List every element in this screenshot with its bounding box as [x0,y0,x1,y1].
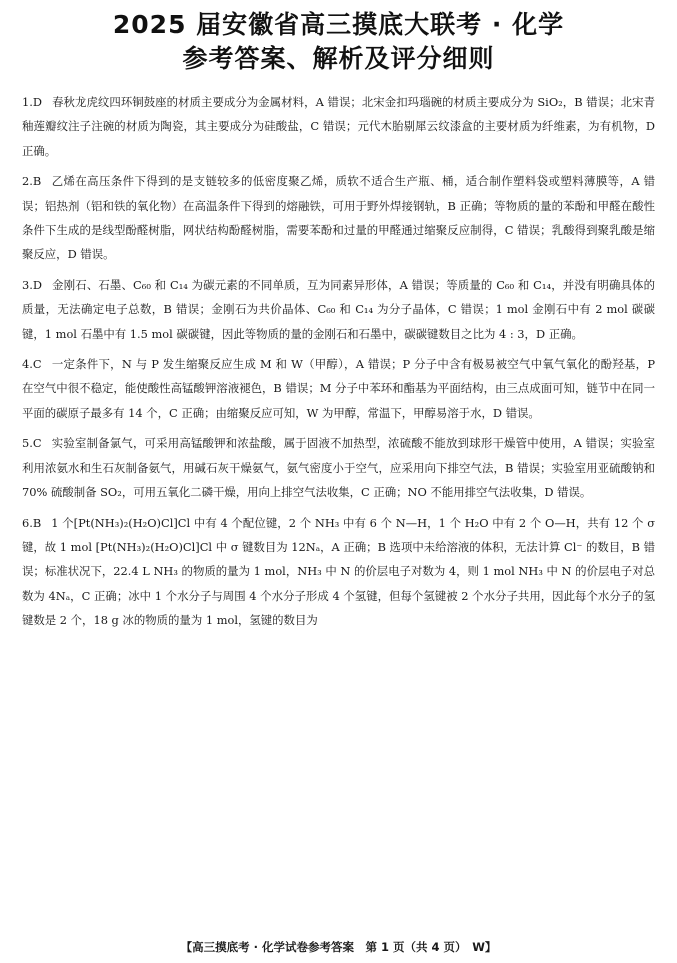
answer-list [22,90,655,633]
answer-text: 春秋龙虎纹四环铜鼓座的材质主要成分为金属材料，A 错误；北宋金扣玛瑙碗的材质主要成分为 SiO₂，B 错误；北宋青釉莲瓣纹注子注碗的材质为陶瓷，其主要成分为硅酸盐，C 错误；元代木胎剔犀云纹漆盒的主要材质为纤维素，为有机物，D 正确。 [22,95,655,158]
answer-text: 1 个[Pt(NH₃)₂(H₂O)Cl]Cl 中有 4 个配位键，2 个 NH₃ 中有 6 个 N—H，1 个 H₂O 中有 2 个 O—H，共有 12 个 σ 键，故 1 mol [Pt(NH₃)₂(H₂O)Cl]Cl 中 σ 键数目为 12Nₐ，A 正确；B 选项中未给溶液的体积，无法计算 Cl⁻ 的数目，B 错误；标准状况下，22.4 L NH₃ 的物质的量为 1 mol，NH₃ 中 N 的价层电子对数为 4，则 1 mol NH₃ 中 N 的价层电子对总数为 4Nₐ，C 正确；冰中 1 个水分子与周围 4 个水分子形成 4 个氢键，但每个氢键被 2 个水分子共用，因此每个水分子的氢键数是 2 个，18 g 冰的物质的量为 1 mol，氢键的数目为 [22,515,655,628]
page-footer: 【高三摸底考 · 化学试卷参考答案 第 1 页（共 4 页） W】 [180,940,497,954]
answer-text: 金刚石、石墨、C₆₀ 和 C₁₄ 为碳元素的不同单质，互为同素异形体，A 错误；等质量的 C₆₀ 和 C₁₄，并没有明确具体的质量，无法确定电子总数，B 错误；金刚石为共价晶体、C₆₀ 和 C₁₄ 为分子晶体，C 错误；1 mol 金刚石中有 2 mol 碳碳键，1 mol 石墨中有 1.5 mol 碳碳键，因此等物质的量的金刚石和石墨中，碳碳键数目之比为 4 : 3，D 正确。 [22,277,655,341]
answer-item-4 [22,352,655,425]
answer-number: 6.B [22,515,42,530]
answer-item-3 [22,273,655,346]
answer-text: 一定条件下，N 与 P 发生缩聚反应生成 M 和 W（甲醇），A 错误；P 分子中含有极易被空气中氧气氧化的酚羟基，P 在空气中很不稳定，能使酸性高锰酸钾溶液褪色，B 错误；M 分子中苯环和酯基为平面结构，由三点成面可知，链节中在同一平面的碳原子最多有 14 个，C 正确；由缩聚反应可知，W 为甲醇，常温下，甲醇易溶于水，D 错误。 [22,357,655,420]
answer-text: 实验室制备氯气，可采用高锰酸钾和浓盐酸，属于固液不加热型，浓硫酸不能放到球形干燥管中使用，A 错误；实验室利用浓氨水和生石灰制备氨气，用碱石灰干燥氨气，氨气密度小于空气，应采用向下排空气法，B 错误；实验室用亚硫酸钠和 70% 硫酸制备 SO₂，可用五氧化二磷干燥，用向上排空气法收集，C 正确；NO 不能用排空气法收集，D 错误。 [22,436,655,500]
answer-number: 1.D [22,95,43,109]
answer-number: 2.B [22,174,42,189]
answer-number: 5.C [22,436,42,451]
answer-text: 乙烯在高压条件下得到的是支链较多的低密度聚乙烯，质软不适合生产瓶、桶，适合制作塑料袋或塑料薄膜等，A 错误；铝热剂（铝和铁的氧化物）在高温条件下得到的熔融铁，可用于野外焊接钢轨，B 正确；等物质的量的苯酚和甲醛在酸性条件下生成的是线型酚醛树脂，网状结构酚醛树脂，需要苯酚和过量的甲醛通过缩聚反应制得，C 错误；乳酸得到聚乳酸是缩聚反应，D 错误。 [22,174,655,262]
answer-number: 4.C [22,357,42,372]
answer-number: 3.D [22,277,43,292]
answer-item-1 [22,90,655,163]
page-subtitle: 参考答案、解析及评分细则 [182,44,495,73]
title-block [22,8,655,76]
page-title: 2025 届安徽省高三摸底大联考 · 化学 [112,10,565,39]
answer-item-2 [22,169,655,267]
answer-item-5 [22,431,655,504]
answer-item-6 [22,511,655,633]
